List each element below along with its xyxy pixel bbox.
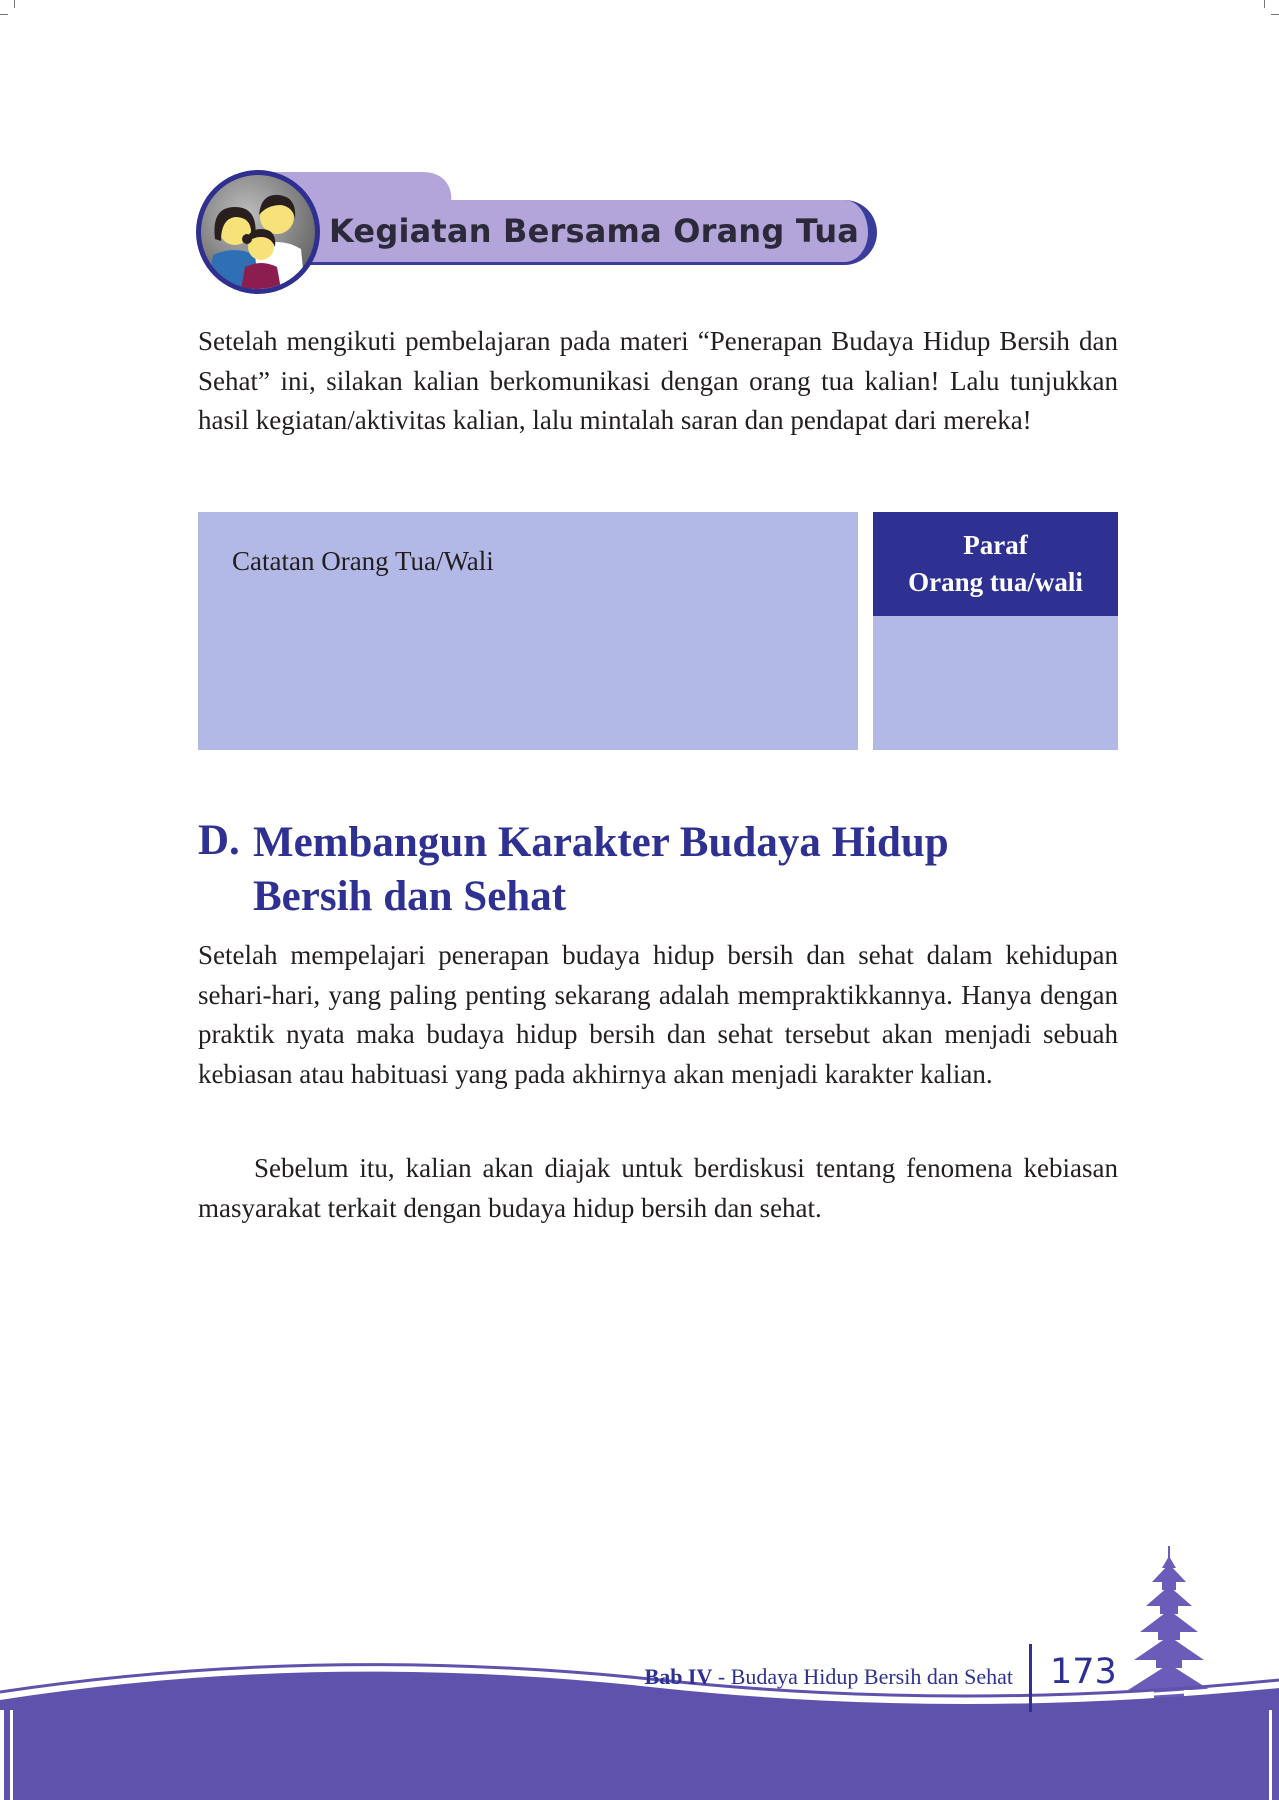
footer-separator: -: [712, 1664, 731, 1689]
crop-mark: [1271, 14, 1279, 15]
signature-header-line2: Orang tua/wali: [908, 567, 1083, 597]
parent-notes-area[interactable]: [198, 512, 858, 750]
family-icon: [196, 170, 320, 294]
signature-header-line1: Paraf: [963, 530, 1028, 560]
footer-chapter: [645, 1664, 1013, 1690]
activity-banner: [196, 168, 876, 298]
parent-signature-area[interactable]: [873, 512, 1118, 750]
section-title: [253, 816, 1073, 924]
notes-label: Catatan Orang Tua/Wali: [232, 546, 494, 576]
section-title-line1: Membangun Karakter Budaya Hidup: [253, 819, 949, 866]
section-paragraph-2: Sebelum itu, kalian akan diajak untuk berdiskusi tentang fenomena kebiasan masyarakat terkait dengan budaya hidup bersih dan sehat.: [198, 1153, 1118, 1223]
crop-mark: [14, 0, 15, 8]
footer-chapter-number: Bab IV: [644, 1664, 713, 1689]
page-number: 173: [1050, 1652, 1117, 1692]
crop-mark: [0, 14, 8, 15]
section-letter: D.: [198, 817, 240, 864]
footer-divider: [1029, 1644, 1032, 1712]
section-title-line2: Bersih dan Sehat: [253, 873, 567, 920]
footer-chapter-title: Budaya Hidup Bersih dan Sehat: [730, 1664, 1013, 1689]
signature-header: [873, 512, 1118, 616]
crop-mark: [1264, 0, 1265, 8]
section-paragraph-1: Setelah mempelajari penerapan budaya hidup bersih dan sehat dalam kehidupan sehari-hari, yang paling penting sekarang adalah mempraktikkannya. Hanya dengan praktik nyata maka budaya hidup bersih dan sehat tersebut akan menjadi sebuah kebiasan atau habituasi yang pada akhirnya akan menjadi karakter kalian.: [198, 940, 1118, 1089]
banner-title: Kegiatan Bersama Orang Tua: [329, 212, 860, 250]
intro-paragraph: Setelah mengikuti pembelajaran pada materi “Penerapan Budaya Hidup Bersih dan Sehat” ini, silakan kalian berkomunikasi dengan orang tua kalian! Lalu tunjukkan hasil kegiatan/aktivitas kalian, lalu mintalah saran dan pendapat dari mereka!: [198, 326, 1118, 435]
